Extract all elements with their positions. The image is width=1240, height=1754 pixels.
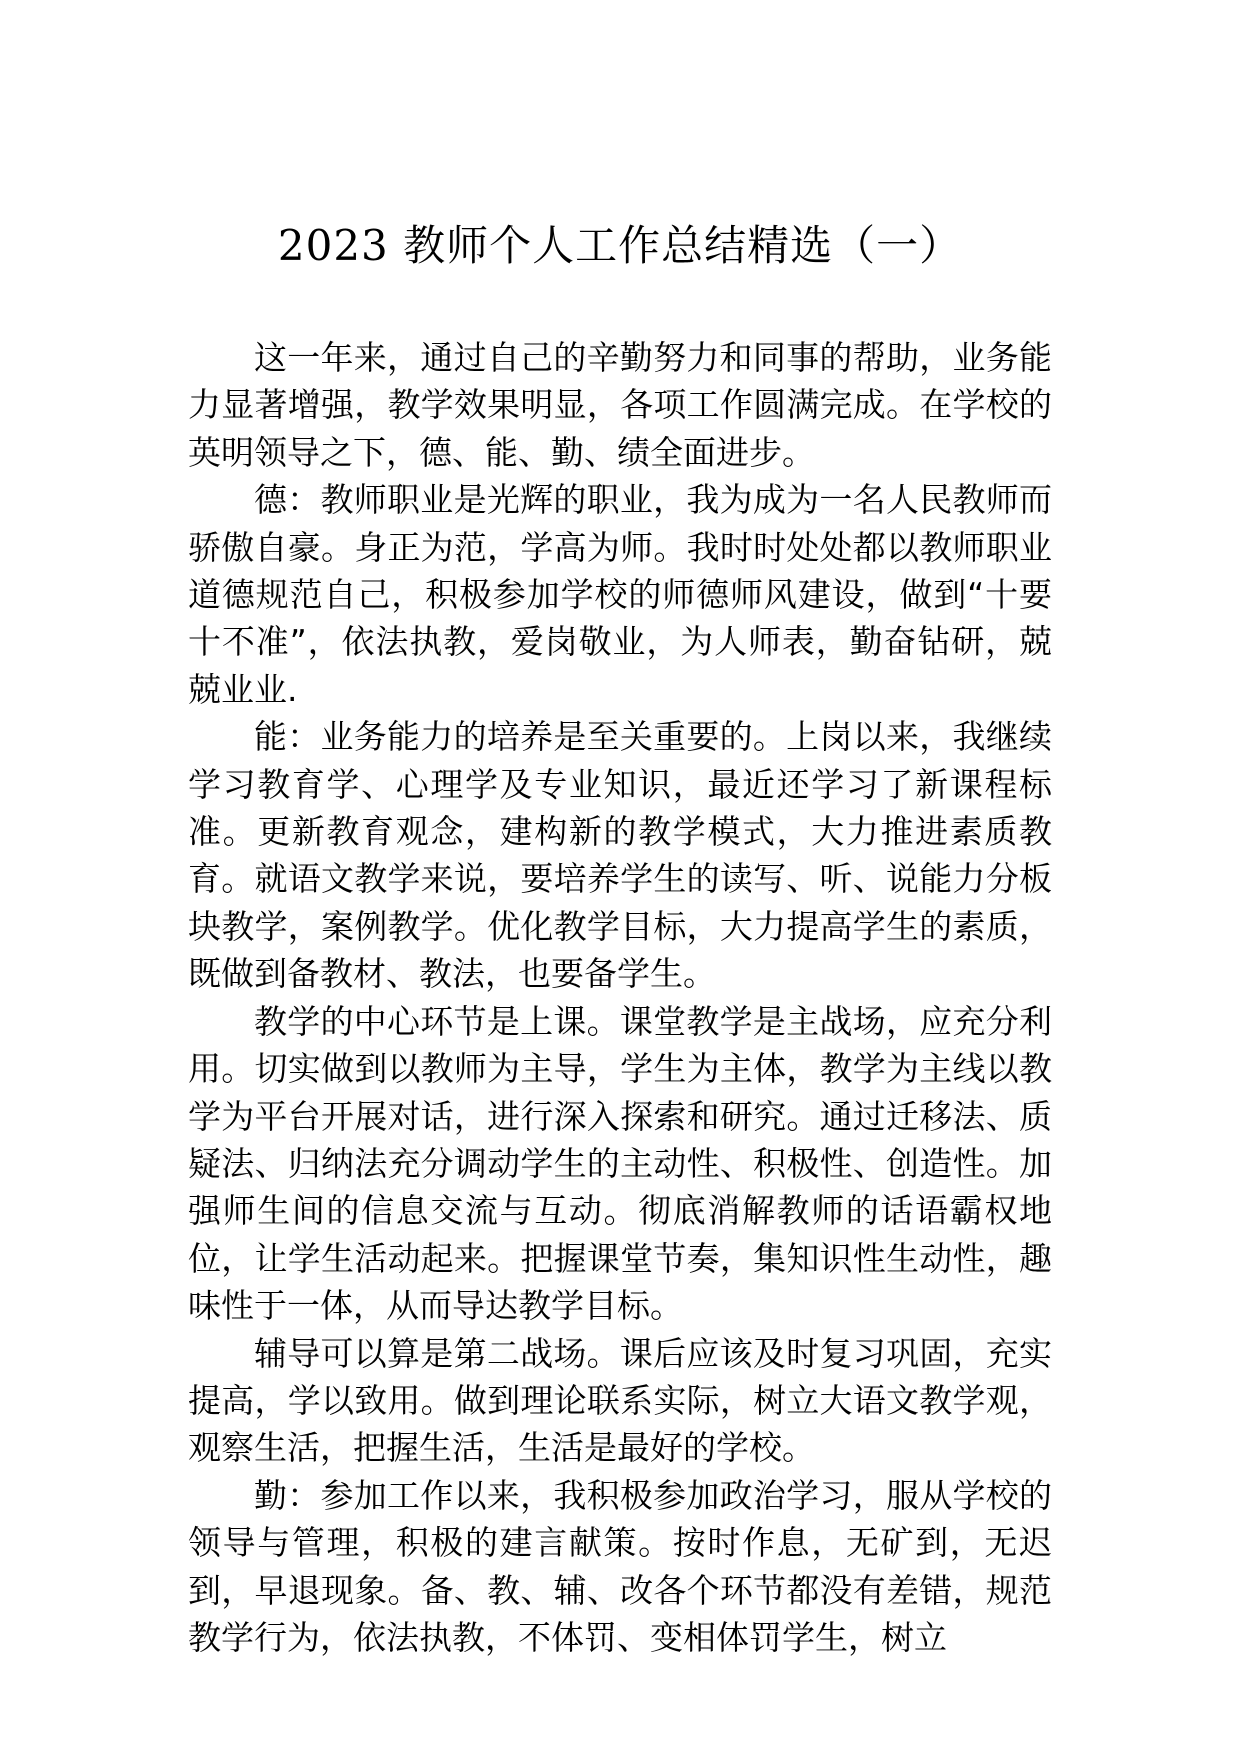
paragraph-intro: 这一年来，通过自己的辛勤努力和同事的帮助，业务能力显著增强，教学效果明显，各项工作圆满完成。在学校的英明领导之下，德、能、勤、绩全面进步。 (188, 338, 1052, 472)
document-body (188, 334, 1052, 1661)
document-title: 2023 教师个人工作总结精选（一） (277, 221, 963, 270)
paragraph-qin: 勤：参加工作以来，我积极参加政治学习，服从学校的领导与管理，积极的建言献策。按时作息，无矿到，无迟到，早退现象。备、教、辅、改各个环节都没有差错，规范教学行为，依法执教，不体罚、变相体罚学生，树立 (188, 1475, 1052, 1657)
paragraph-de: 德：教师职业是光辉的职业，我为成为一名人民教师而骄傲自豪。身正为范，学高为师。我时时处处都以教师职业道德规范自己，积极参加学校的师德师风建设，做到“十要十不准”，依法执教，爱岗敬业，为人师表，勤奋钻研，兢兢业业. (188, 480, 1052, 709)
paragraph-teaching: 教学的中心环节是上课。课堂教学是主战场，应充分利用。切实做到以教师为主导，学生为主体，教学为主线以教学为平台开展对话，进行深入探索和研究。通过迁移法、质疑法、归纳法充分调动学生的主动性、积极性、创造性。加强师生间的信息交流与互动。彻底消解教师的话语霸权地位，让学生活动起来。把握课堂节奏，集知识性生动性，趣味性于一体，从而导达教学目标。 (188, 1001, 1052, 1326)
paragraph-neng: 能：业务能力的培养是至关重要的。上岗以来，我继续学习教育学、心理学及专业知识，最近还学习了新课程标准。更新教育观念，建构新的教学模式，大力推进素质教育。就语文教学来说，要培养学生的读写、听、说能力分板块教学，案例教学。优化教学目标，大力提高学生的素质，既做到备教材、教法，也要备学生。 (188, 717, 1052, 994)
paragraph-tutoring: 辅导可以算是第二战场。课后应该及时复习巩固，充实提高，学以致用。做到理论联系实际，树立大语文教学观，观察生活，把握生活，生活是最好的学校。 (188, 1333, 1052, 1468)
